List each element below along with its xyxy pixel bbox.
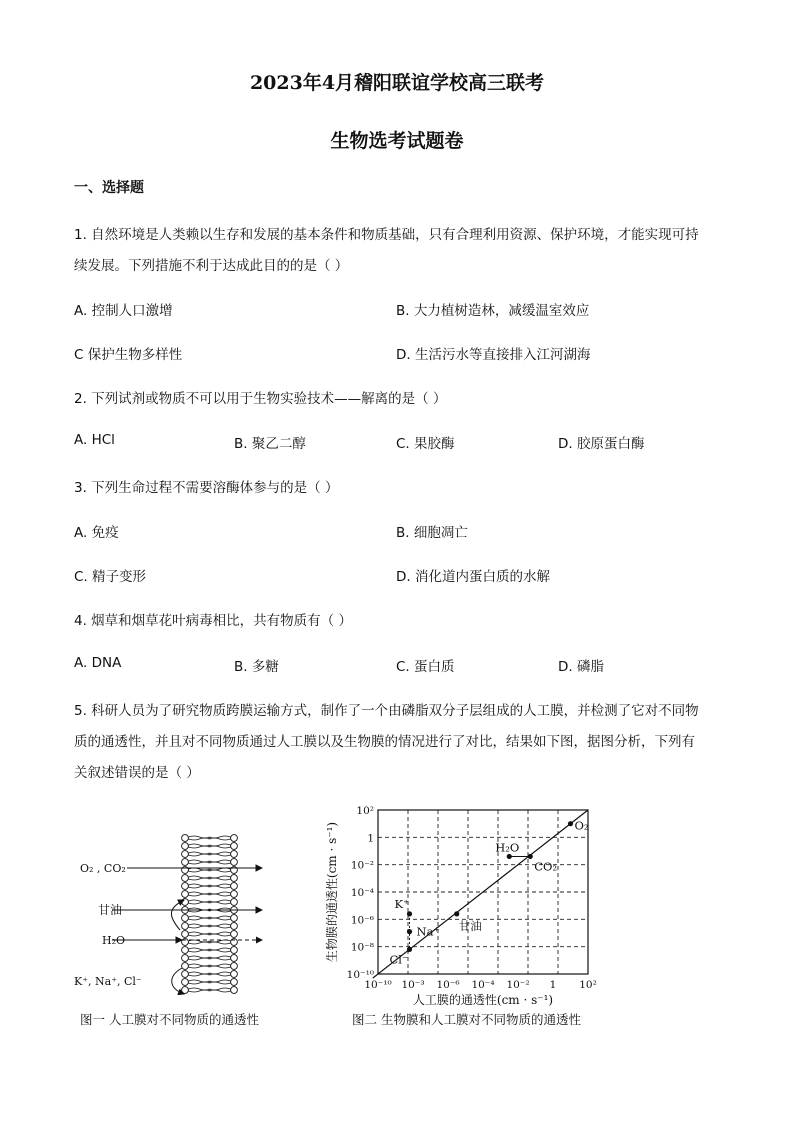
x-tick-label: 10² — [579, 979, 597, 991]
lipid-head — [182, 971, 189, 978]
x-tick-labels — [364, 979, 596, 991]
lipid-tail — [188, 950, 210, 952]
lipid-tail — [209, 902, 231, 904]
q3-option-b: B. 细胞凋亡 — [396, 525, 468, 541]
lipid-tail — [209, 838, 231, 840]
lipid-head — [231, 835, 238, 842]
lipid-tail — [188, 964, 210, 966]
lipid-tail — [188, 900, 210, 902]
lipid-head — [182, 915, 189, 922]
figure-2-caption: 图二 生物膜和人工膜对不同物质的通透性 — [352, 1012, 581, 1027]
figure-1-membrane-diagram — [72, 828, 292, 1003]
question-4-stem: 4. 烟草和烟草花叶病毒相比，共有物质有（ ） — [74, 613, 352, 629]
x-tick-label: 10⁻³ — [401, 979, 425, 991]
lipid-tail — [209, 988, 231, 990]
lipid-tail — [188, 934, 210, 936]
lipid-tail — [209, 900, 231, 902]
lipid-head — [231, 923, 238, 930]
lipid-head — [231, 883, 238, 890]
x-tick-label: 10⁻¹⁰ — [364, 979, 392, 991]
point-label: Cl⁻ — [389, 952, 409, 967]
q2-option-b: B. 聚乙二醇 — [234, 436, 306, 452]
question-1-line-2: 续发展。下列措施不利于达成此目的的是（ ） — [74, 258, 349, 274]
lipid-tail — [209, 836, 231, 838]
lipid-head — [182, 891, 189, 898]
lipid-tail — [209, 892, 231, 894]
point-label: O₂ — [574, 818, 589, 833]
data-points — [390, 819, 589, 967]
lipid-head — [182, 987, 189, 994]
q4-option-c: C. 蛋白质 — [396, 659, 455, 675]
lipid-head — [182, 875, 189, 882]
q3-option-d: D. 消化道内蛋白质的水解 — [396, 569, 550, 585]
lipid-tail — [188, 966, 210, 968]
lipid-tail — [209, 956, 231, 958]
q4-option-d: D. 磷脂 — [558, 659, 604, 675]
lipid-head — [231, 859, 238, 866]
point-label: 甘油 — [458, 918, 482, 933]
lipid-tail — [188, 836, 210, 838]
paper-subtitle: 生物选考试题卷 — [330, 130, 464, 152]
x-tick-label: 1 — [549, 979, 557, 991]
lipid-tail — [209, 862, 231, 864]
question-5-line-1: 5. 科研人员为了研究物质跨膜运输方式，制作了一个由磷脂双分子层组成的人工膜，并检测了它对不同物 — [74, 703, 699, 719]
lipid-tail — [209, 966, 231, 968]
question-2-stem: 2. 下列试剂或物质不可以用于生物实验技术——解离的是（ ） — [74, 391, 447, 407]
question-5-line-2: 质的通透性，并且对不同物质通过人工膜以及生物膜的情况进行了对比，结果如下图，据图分析，下列有 — [74, 734, 695, 750]
y-tick-label: 10⁻¹⁰ — [346, 969, 374, 981]
lipid-head — [231, 851, 238, 858]
lipid-tail — [188, 884, 210, 886]
y-axis-label: 生物膜的通透性(cm · s⁻¹) — [325, 821, 339, 963]
lipid-tail — [209, 964, 231, 966]
lipid-head — [231, 915, 238, 922]
y-tick-label: 10⁻² — [350, 859, 374, 872]
question-1-line-1: 1. 自然环境是人类赖以生存和发展的基本条件和物质基础，只有合理利用资源、保护环境，才能实现可持 — [74, 227, 699, 243]
lipid-tail — [209, 852, 231, 854]
data-point — [454, 911, 459, 916]
lipid-head — [182, 923, 189, 930]
lipid-tail — [188, 878, 210, 880]
q2-option-c: C. 果胶酶 — [396, 436, 455, 452]
lipid-tail — [188, 988, 210, 990]
question-3-stem: 3. 下列生命过程不需要溶酶体参与的是（ ） — [74, 480, 339, 496]
lipid-tail — [209, 990, 231, 992]
q2-option-d: D. 胶原蛋白酶 — [558, 436, 645, 452]
lipid-tail — [188, 918, 210, 920]
q2-option-a: A. HCl — [74, 432, 115, 448]
x-tick-label: 10⁻⁶ — [436, 979, 460, 991]
lipid-head — [231, 947, 238, 954]
lipid-head — [182, 947, 189, 954]
lipid-tail — [209, 934, 231, 936]
lipid-tail — [209, 942, 231, 944]
lipid-tail — [188, 958, 210, 960]
lipid-head — [231, 931, 238, 938]
lipid-tail — [188, 844, 210, 846]
lipid-tail — [188, 860, 210, 862]
lipid-tail — [209, 980, 231, 982]
lipid-tail — [188, 974, 210, 976]
lipid-tail — [188, 924, 210, 926]
point-label: K⁺ — [394, 896, 410, 911]
lipid-head — [231, 979, 238, 986]
lipid-tail — [188, 854, 210, 856]
lipid-head — [182, 899, 189, 906]
lipid-head — [182, 843, 189, 850]
lipid-tail — [188, 876, 210, 878]
q3-option-a: A. 免疫 — [74, 525, 119, 541]
water-label: H₂O — [102, 934, 126, 947]
lipid-head — [231, 843, 238, 850]
lipid-tail — [209, 982, 231, 984]
lipid-tail — [209, 876, 231, 878]
lipid-tail — [188, 932, 210, 934]
lipid-tail — [188, 852, 210, 854]
lipid-head — [182, 859, 189, 866]
figure-2-permeability-chart — [318, 800, 628, 1010]
lipid-tail — [188, 902, 210, 904]
lipid-head — [182, 955, 189, 962]
y-tick-label: 10⁻⁶ — [350, 914, 374, 927]
lipid-head — [182, 931, 189, 938]
q1-option-d: D. 生活污水等直接排入江河湖海 — [396, 347, 591, 363]
lipid-head — [231, 899, 238, 906]
lipid-tail — [209, 932, 231, 934]
lipid-tail — [209, 846, 231, 848]
lipid-tail — [209, 854, 231, 856]
figure-1-caption: 图一 人工膜对不同物质的通透性 — [80, 1012, 259, 1027]
lipid-tail — [188, 926, 210, 928]
lipid-tail — [209, 950, 231, 952]
lipid-tail — [209, 924, 231, 926]
lipid-head — [231, 987, 238, 994]
lipid-tail — [209, 860, 231, 862]
lipid-tail — [188, 846, 210, 848]
lipid-tail — [209, 958, 231, 960]
y-tick-label: 10⁻⁸ — [350, 941, 374, 954]
y-tick-labels — [347, 805, 374, 981]
lipid-head — [182, 883, 189, 890]
phospholipid-bilayer — [182, 835, 238, 994]
lipid-tail — [188, 838, 210, 840]
x-tick-label: 10⁻² — [506, 979, 530, 991]
q1-option-b: B. 大力植树造林，减缓温室效应 — [396, 303, 590, 319]
lipid-tail — [209, 974, 231, 976]
lipid-tail — [188, 942, 210, 944]
lipid-tail — [209, 844, 231, 846]
lipid-head — [182, 835, 189, 842]
q1-option-c: C 保护生物多样性 — [74, 347, 183, 363]
x-axis-label: 人工膜的通透性(cm · s⁻¹) — [412, 993, 554, 1007]
y-tick-label: 10² — [356, 805, 374, 817]
ions-label: K⁺, Na⁺, Cl⁻ — [74, 975, 142, 988]
lipid-head — [182, 979, 189, 986]
lipid-tail — [209, 916, 231, 918]
lipid-tail — [209, 870, 231, 872]
lipid-tail — [188, 948, 210, 950]
question-5-line-3: 关叙述错误的是（ ） — [74, 765, 200, 781]
lipid-head — [182, 851, 189, 858]
lipid-tail — [209, 972, 231, 974]
y-tick-label: 1 — [367, 832, 374, 845]
data-point — [568, 821, 573, 826]
lipid-head — [231, 875, 238, 882]
lipid-tail — [209, 894, 231, 896]
point-label: Na⁺ — [416, 924, 440, 939]
lipid-head — [231, 955, 238, 962]
lipid-tail — [188, 862, 210, 864]
y-tick-label: 10⁻⁴ — [350, 887, 374, 899]
lipid-tail — [188, 870, 210, 872]
q3-option-c: C. 精子变形 — [74, 569, 147, 585]
lipid-tail — [209, 948, 231, 950]
lipid-tail — [188, 982, 210, 984]
lipid-tail — [188, 990, 210, 992]
lipid-head — [231, 963, 238, 970]
lipid-head — [182, 963, 189, 970]
q4-option-a: A. DNA — [74, 655, 122, 671]
lipid-tail — [188, 956, 210, 958]
q1-option-a: A. 控制人口激增 — [74, 303, 173, 319]
lipid-tail — [209, 884, 231, 886]
point-label: CO₂ — [534, 859, 558, 874]
lipid-tail — [188, 894, 210, 896]
lipid-tail — [188, 980, 210, 982]
o2-co2-label: O₂ , CO₂ — [80, 862, 126, 875]
lipid-tail — [209, 878, 231, 880]
lipid-tail — [188, 916, 210, 918]
lipid-tail — [209, 886, 231, 888]
lipid-tail — [188, 892, 210, 894]
q4-option-b: B. 多糖 — [234, 659, 279, 675]
x-tick-label: 10⁻⁴ — [471, 979, 495, 991]
lipid-tail — [188, 886, 210, 888]
lipid-head — [231, 971, 238, 978]
section-heading: 一、选择题 — [74, 180, 144, 196]
lipid-tail — [188, 972, 210, 974]
lipid-tail — [209, 918, 231, 920]
point-label: H₂O — [495, 840, 520, 855]
lipid-head — [231, 891, 238, 898]
lipid-tail — [209, 926, 231, 928]
page-title: 2023年4月稽阳联谊学校高三联考 — [249, 72, 545, 94]
glycerol-label: 甘油 — [98, 903, 123, 917]
